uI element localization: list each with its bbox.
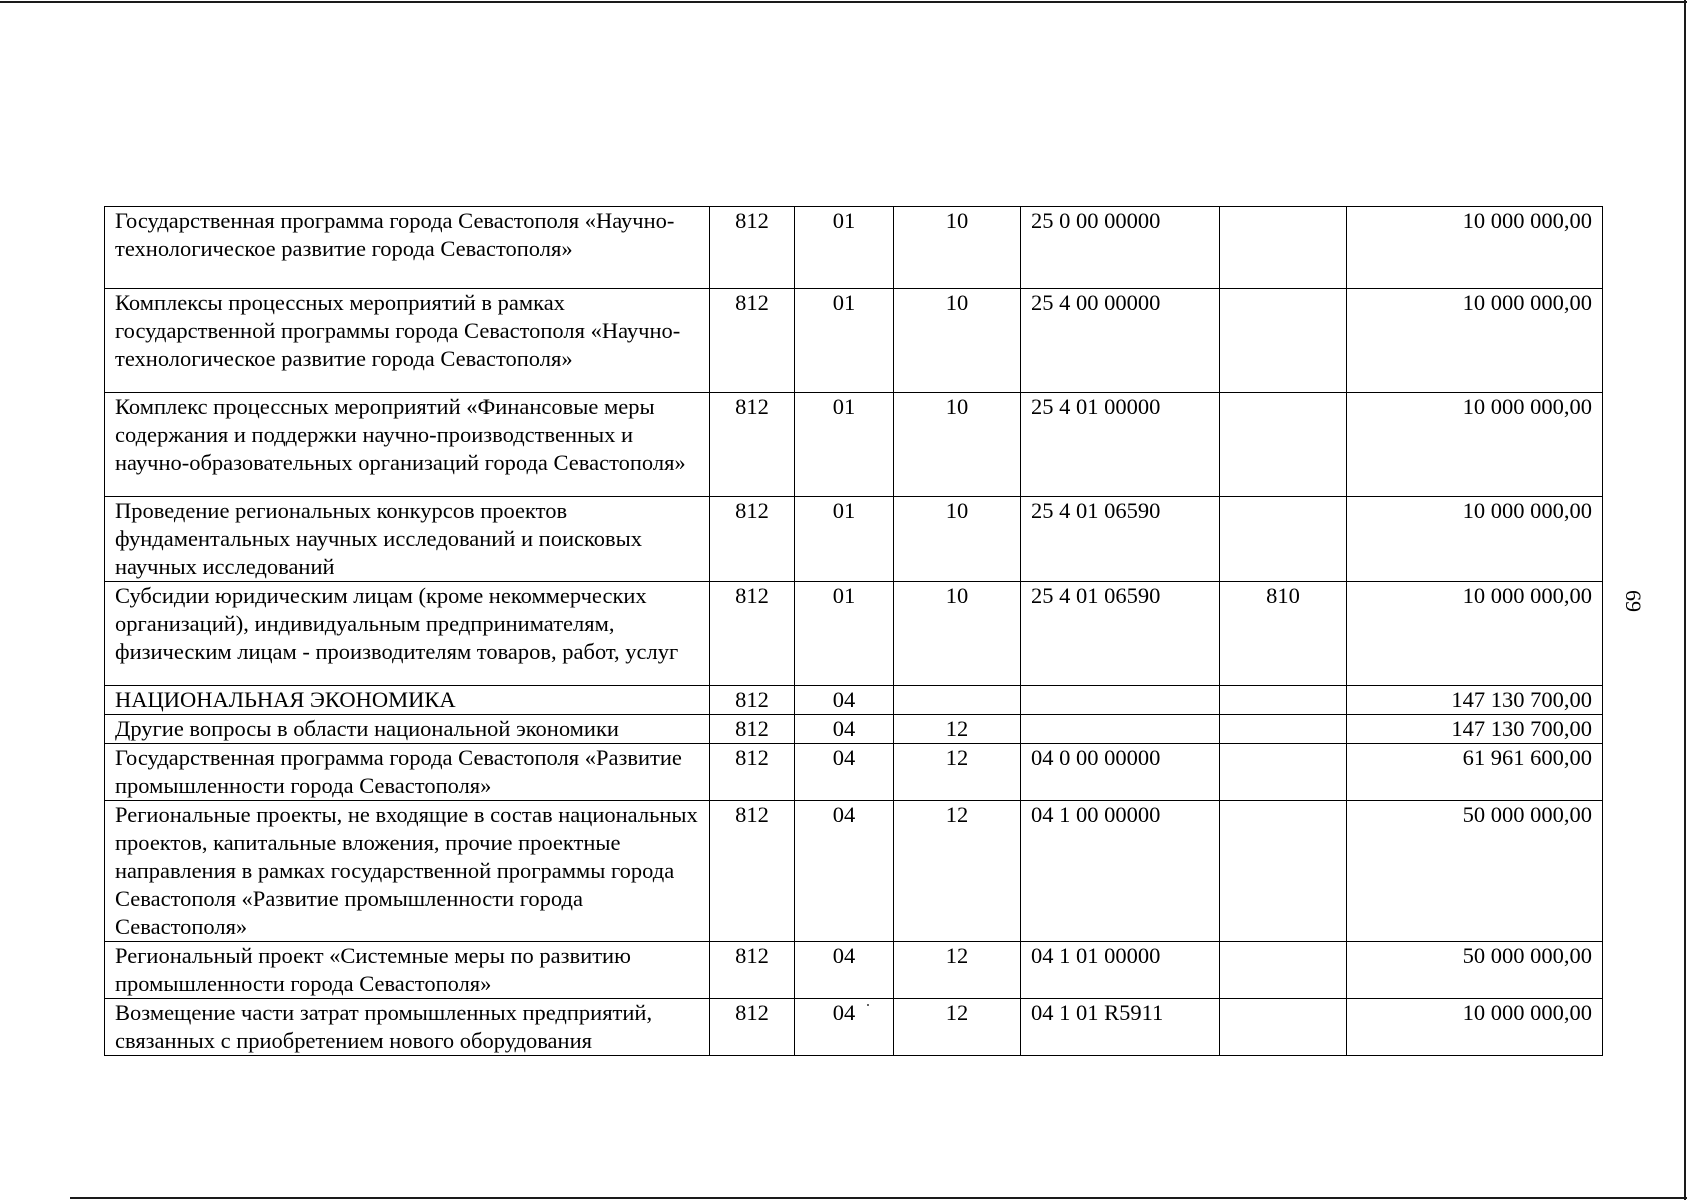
subsection-code-cell: 12: [894, 999, 1021, 1056]
row-name-cell: Государственная программа города Севастополя «Научно-технологическое развитие города Севастополя»: [105, 207, 710, 289]
section-code-cell: 04: [795, 999, 894, 1056]
section-code-cell: 04: [795, 744, 894, 801]
expense-type-cell: [1220, 686, 1347, 715]
target-article-cell: 25 4 01 06590: [1021, 582, 1220, 686]
target-article-cell: 04 1 00 00000: [1021, 801, 1220, 942]
row-name-cell: Возмещение части затрат промышленных предприятий, связанных с приобретением нового оборудования: [105, 999, 710, 1056]
section-code-cell: 01: [795, 497, 894, 582]
ministry-code-cell: 812: [710, 686, 795, 715]
expense-type-cell: [1220, 999, 1347, 1056]
row-name-cell: Региональный проект «Системные меры по развитию промышленности города Севастополя»: [105, 942, 710, 999]
amount-cell: 10 000 000,00: [1347, 207, 1603, 289]
row-name-cell: НАЦИОНАЛЬНАЯ ЭКОНОМИКА: [105, 686, 710, 715]
ministry-code-cell: 812: [710, 289, 795, 393]
expense-type-cell: [1220, 942, 1347, 999]
target-article-cell: 04 1 01 R5911: [1021, 999, 1220, 1056]
table-row: [105, 999, 1603, 1056]
amount-cell: 147 130 700,00: [1347, 715, 1603, 744]
expense-type-cell: [1220, 801, 1347, 942]
expense-type-cell: [1220, 497, 1347, 582]
ministry-code-cell: 812: [710, 582, 795, 686]
table-row: [105, 686, 1603, 715]
table-row: [105, 744, 1603, 801]
target-article-cell: 25 4 01 06590: [1021, 497, 1220, 582]
table-row: [105, 393, 1603, 497]
row-name-cell: Региональные проекты, не входящие в состав национальных проектов, капитальные вложения, прочие проектные направления в рамках государственной программы города Севастополя «Развитие промышленности города Севастополя»: [105, 801, 710, 942]
table-row: [105, 801, 1603, 942]
expense-type-cell: [1220, 744, 1347, 801]
section-code-cell: 01: [795, 393, 894, 497]
budget-table-body: [105, 207, 1603, 1056]
target-article-cell: [1021, 686, 1220, 715]
amount-cell: 10 000 000,00: [1347, 582, 1603, 686]
ministry-code-cell: 812: [710, 497, 795, 582]
target-article-cell: 25 4 00 00000: [1021, 289, 1220, 393]
ministry-code-cell: 812: [710, 393, 795, 497]
ministry-code-cell: 812: [710, 715, 795, 744]
subsection-code-cell: 12: [894, 942, 1021, 999]
row-name-cell: Субсидии юридическим лицам (кроме некоммерческих организаций), индивидуальным предпринимателям, физическим лицам - производителям товаров, работ, услуг: [105, 582, 710, 686]
row-name-cell: Комплекс процессных мероприятий «Финансовые меры содержания и поддержки научно-производственных и научно-образовательных организаций города Севастополя»: [105, 393, 710, 497]
target-article-cell: 25 0 00 00000: [1021, 207, 1220, 289]
subsection-code-cell: 10: [894, 289, 1021, 393]
scan-speck: [867, 1004, 869, 1006]
section-code-cell: 01: [795, 289, 894, 393]
section-code-cell: 04: [795, 801, 894, 942]
section-code-cell: 01: [795, 207, 894, 289]
row-name-cell: Государственная программа города Севастополя «Развитие промышленности города Севастополя»: [105, 744, 710, 801]
target-article-cell: 04 1 01 00000: [1021, 942, 1220, 999]
section-code-cell: 01: [795, 582, 894, 686]
target-article-cell: 04 0 00 00000: [1021, 744, 1220, 801]
amount-cell: 10 000 000,00: [1347, 289, 1603, 393]
amount-cell: 50 000 000,00: [1347, 801, 1603, 942]
target-article-cell: 25 4 01 00000: [1021, 393, 1220, 497]
section-code-cell: 04: [795, 715, 894, 744]
section-code-cell: 04: [795, 942, 894, 999]
page-number: 69: [1621, 590, 1646, 612]
ministry-code-cell: 812: [710, 801, 795, 942]
amount-cell: 147 130 700,00: [1347, 686, 1603, 715]
subsection-code-cell: 12: [894, 715, 1021, 744]
table-row: [105, 715, 1603, 744]
top-border-line: [0, 1, 1687, 3]
amount-cell: 10 000 000,00: [1347, 999, 1603, 1056]
table-row: [105, 207, 1603, 289]
row-name-cell: Другие вопросы в области национальной экономики: [105, 715, 710, 744]
amount-cell: 50 000 000,00: [1347, 942, 1603, 999]
subsection-code-cell: 10: [894, 497, 1021, 582]
expense-type-cell: 810: [1220, 582, 1347, 686]
expense-type-cell: [1220, 289, 1347, 393]
bottom-border-line: [70, 1197, 1687, 1199]
budget-table: [104, 206, 1603, 1056]
ministry-code-cell: 812: [710, 207, 795, 289]
expense-type-cell: [1220, 207, 1347, 289]
table-row: [105, 582, 1603, 686]
amount-cell: 61 961 600,00: [1347, 744, 1603, 801]
subsection-code-cell: 12: [894, 801, 1021, 942]
row-name-cell: Комплексы процессных мероприятий в рамках государственной программы города Севастополя «Научно-технологическое развитие города Севастополя»: [105, 289, 710, 393]
subsection-code-cell: 10: [894, 207, 1021, 289]
section-code-cell: 04: [795, 686, 894, 715]
ministry-code-cell: 812: [710, 942, 795, 999]
amount-cell: 10 000 000,00: [1347, 393, 1603, 497]
table-row: [105, 497, 1603, 582]
expense-type-cell: [1220, 393, 1347, 497]
ministry-code-cell: 812: [710, 744, 795, 801]
amount-cell: 10 000 000,00: [1347, 497, 1603, 582]
right-border-line: [1684, 0, 1686, 1200]
subsection-code-cell: 10: [894, 393, 1021, 497]
target-article-cell: [1021, 715, 1220, 744]
table-row: [105, 942, 1603, 999]
subsection-code-cell: 12: [894, 744, 1021, 801]
subsection-code-cell: [894, 686, 1021, 715]
subsection-code-cell: 10: [894, 582, 1021, 686]
expense-type-cell: [1220, 715, 1347, 744]
table-row: [105, 289, 1603, 393]
ministry-code-cell: 812: [710, 999, 795, 1056]
row-name-cell: Проведение региональных конкурсов проектов фундаментальных научных исследований и поисковых научных исследований: [105, 497, 710, 582]
